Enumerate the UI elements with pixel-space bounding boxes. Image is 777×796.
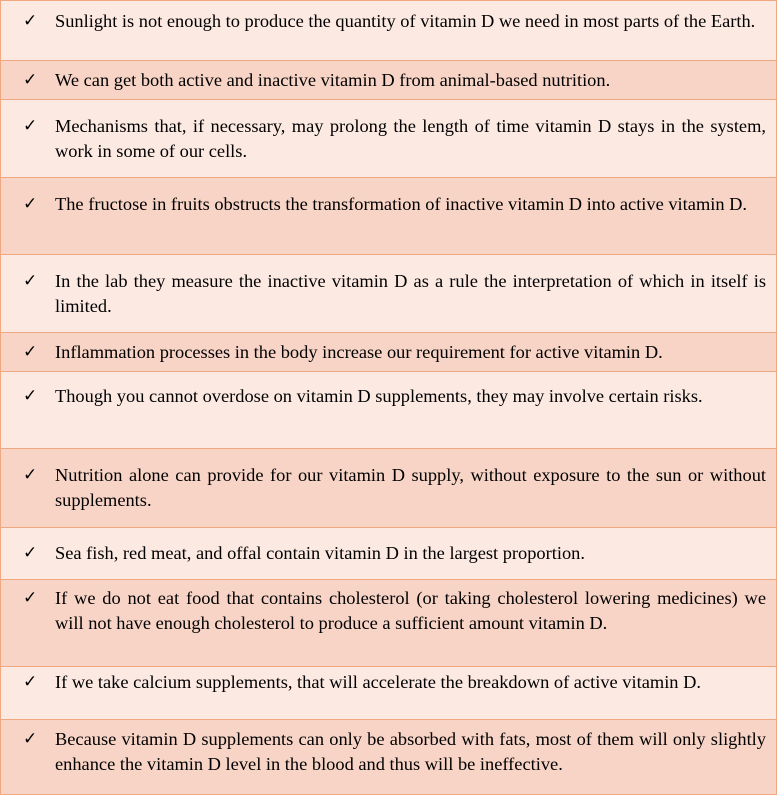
table-row [1, 667, 776, 720]
table-row [1, 100, 776, 178]
statement-text: Mechanisms that, if necessary, may prolong the length of time vitamin D stays in the system, work in some of our cells. [55, 116, 766, 161]
statement-text: Nutrition alone can provide for our vitamin D supply, without exposure to the sun or without supplements. [55, 465, 766, 510]
statement-text: Sea fish, red meat, and offal contain vitamin D in the largest proportion. [55, 543, 585, 563]
check-mark-icon: ✓ [23, 342, 38, 362]
check-mark-icon: ✓ [23, 386, 38, 406]
check-mark-icon: ✓ [23, 271, 38, 291]
statement-text: We can get both active and inactive vitamin D from animal-based nutrition. [55, 70, 611, 90]
table-row [1, 255, 776, 333]
table-row [1, 61, 776, 100]
statement-text: Inflammation processes in the body increase our requirement for active vitamin D. [55, 342, 663, 362]
table-row [1, 178, 776, 255]
check-mark-icon: ✓ [23, 116, 38, 136]
table-row [1, 580, 776, 667]
table-row [1, 720, 776, 795]
statement-text: The fructose in fruits obstructs the transformation of inactive vitamin D into active vitamin D. [55, 194, 748, 214]
statement-text: Because vitamin D supplements can only be absorbed with fats, most of them will only slightly enhance the vitamin D level in the blood and thus will be ineffective. [55, 729, 766, 774]
table-row [1, 528, 776, 580]
table-row [1, 333, 776, 372]
table-row [1, 449, 776, 528]
check-mark-icon: ✓ [23, 543, 38, 563]
table-row [1, 372, 776, 449]
check-mark-icon: ✓ [23, 465, 38, 485]
statement-text: If we take calcium supplements, that will accelerate the breakdown of active vitamin D. [55, 672, 701, 692]
check-mark-icon: ✓ [23, 588, 38, 608]
statement-text: Though you cannot overdose on vitamin D supplements, they may involve certain risks. [55, 386, 703, 406]
statement-text: If we do not eat food that contains cholesterol (or taking cholesterol lowering medicines) we will not have enough cholesterol to produce a sufficient amount vitamin D. [55, 588, 766, 633]
check-mark-icon: ✓ [23, 11, 38, 31]
check-mark-icon: ✓ [23, 729, 38, 749]
statement-text: In the lab they measure the inactive vitamin D as a rule the interpretation of which in itself is limited. [55, 271, 766, 316]
statement-text: Sunlight is not enough to produce the quantity of vitamin D we need in most parts of the Earth. [55, 11, 756, 31]
check-mark-icon: ✓ [23, 672, 38, 692]
table-row [1, 1, 776, 61]
check-mark-icon: ✓ [23, 70, 38, 90]
check-mark-icon: ✓ [23, 194, 38, 214]
